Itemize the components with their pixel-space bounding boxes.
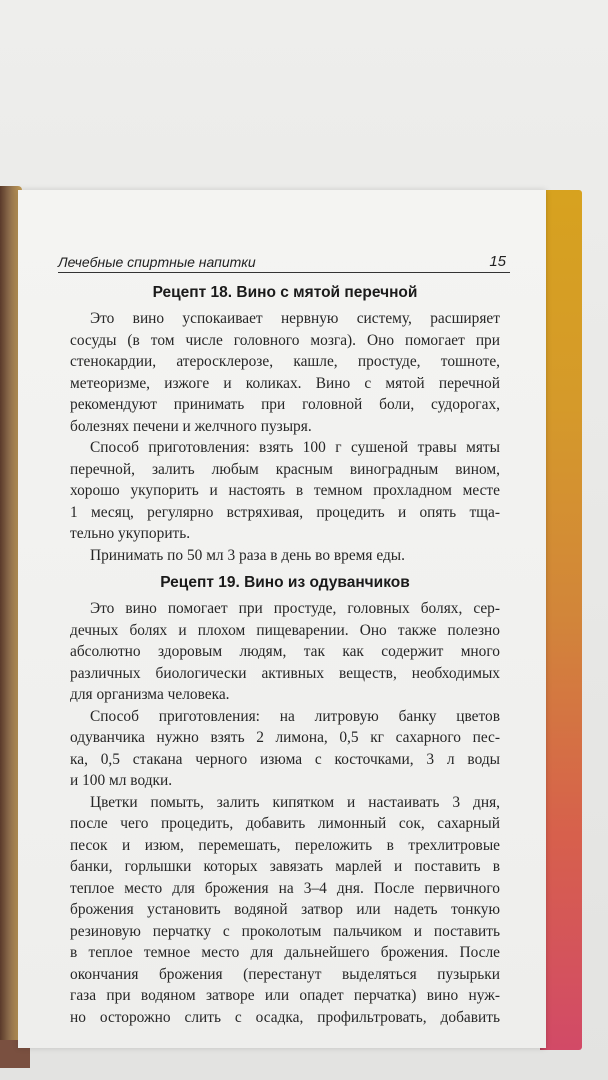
text-line: и 100 мл водки. (70, 772, 173, 789)
text-line: метеоризме, изжоге и коликах. Вино с мятой перечной (70, 374, 500, 392)
page-number: 15 (489, 253, 506, 270)
text-line: перечной, залить любым красным виноградным вином, (70, 460, 500, 478)
paragraph (70, 545, 500, 567)
text-line: для организма человека. (70, 686, 230, 703)
paragraph (70, 437, 500, 545)
text-line: песок и изюм, перемешать, переложить в трехлитровые (70, 836, 500, 854)
text-line: сосуды (в том числе головного мозга). Оно помогает при (70, 331, 500, 349)
paragraph (70, 706, 500, 792)
text-line: абсолютно здоровым людям, так как содержит много (70, 643, 500, 660)
text-line: в теплое темное место для дальнейшего брожения. После (70, 944, 500, 961)
text-line: но осторожно слить с осадка, профильтровать, добавить (70, 1008, 500, 1026)
text-line: одуванчика нужно взять 2 лимона, 0,5 кг сахарного пес- (70, 729, 500, 746)
running-header (58, 250, 510, 273)
text-line: брожения установить водяной затвор или надеть тонкую (70, 901, 500, 918)
text-line: газа при водяном затворе или опадет перчатка) вино нуж- (70, 987, 500, 1004)
text-line: хорошо укупорить и настоять в темном прохладном месте (70, 482, 500, 499)
recipe-19-body (70, 598, 500, 1028)
page-edges (540, 190, 582, 1050)
page-content (70, 282, 500, 1028)
paragraph (70, 792, 500, 1029)
text-line: рекомендуют принимать при головной боли, судорогах, (70, 396, 500, 413)
text-line: стенокардии, атеросклерозе, кашле, простуде, тошноте, (70, 353, 500, 370)
text-line: болезнях печени и желчного пузыря. (70, 417, 312, 435)
text-line: после чего процедить, добавить лимонный сок, сахарный (70, 815, 500, 832)
text-line: Способ приготовления: взять 100 г сушеной травы мяты (90, 439, 500, 456)
text-line: ка, 0,5 стакана черного изюма с косточками, 3 л воды (70, 750, 500, 768)
text-line: Принимать по 50 мл 3 раза в день во время еды. (90, 546, 405, 564)
book-page (18, 190, 546, 1048)
text-line: теплое место для брожения на 3–4 дня. После первичного (70, 879, 500, 897)
running-title: Лечебные спиртные напитки (58, 254, 256, 270)
recipe-18-heading: Рецепт 18. Вино с мятой перечной (152, 284, 418, 301)
text-line: 1 месяц, регулярно встряхивая, процедить и опять тща- (70, 503, 500, 521)
text-line: Это вино успокаивает нервную систему, расширяет (90, 310, 500, 327)
recipe-18-body (70, 308, 500, 566)
text-line: резиновую перчатку с проколотым пальчиком и поставить (70, 922, 500, 940)
text-line: различных биологически активных веществ, необходимых (70, 664, 500, 682)
text-line: банки, горлышки которых завязать марлей и поставить в (70, 858, 500, 875)
text-line: Это вино помогает при простуде, головных болях, сер- (90, 600, 500, 617)
text-line: Цветки помыть, залить кипятком и настаивать 3 дня, (90, 793, 500, 811)
recipe-19-heading: Рецепт 19. Вино из одуванчиков (160, 574, 410, 591)
paragraph (70, 308, 500, 437)
text-line: тельно укупорить. (70, 525, 191, 542)
text-line: окончания брожения (перестанут выделяться пузырьки (70, 965, 500, 983)
text-line: Способ приготовления: на литровую банку цветов (90, 707, 500, 725)
text-line: дечных болях и плохом пищеварении. Оно также полезно (70, 621, 500, 639)
paragraph (70, 598, 500, 706)
